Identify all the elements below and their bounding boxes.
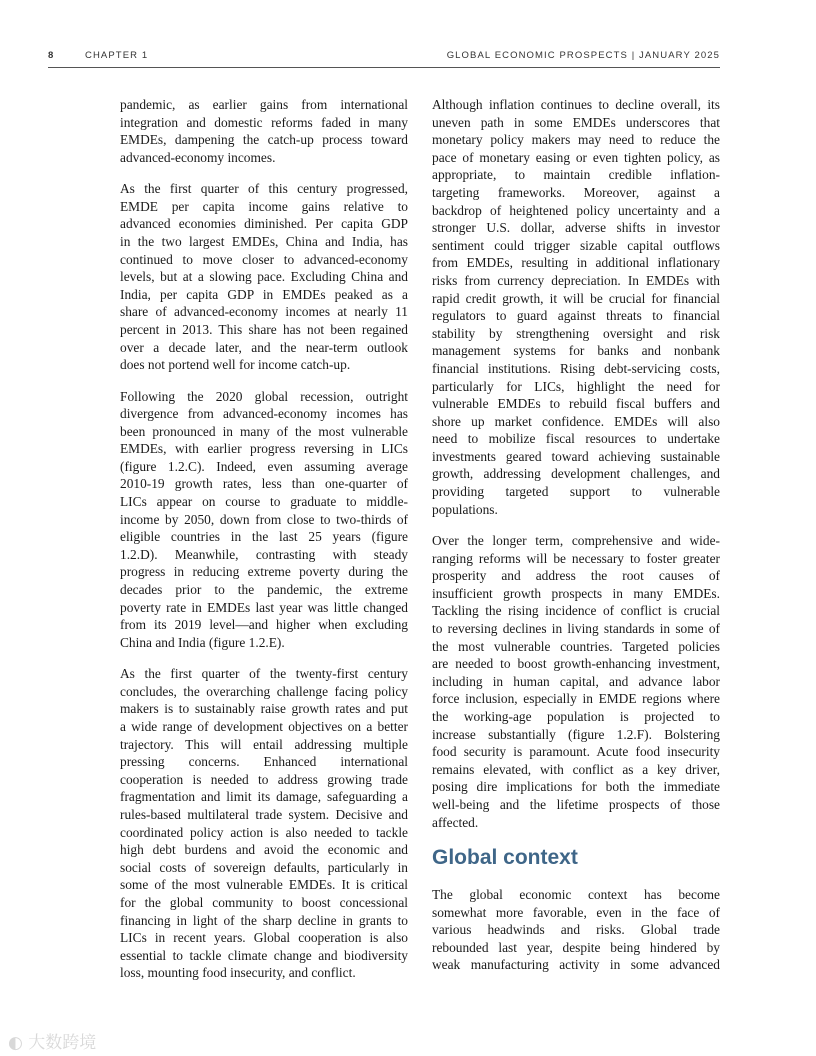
- paragraph: [432, 886, 720, 974]
- text-line: from EMDEs, resulting in additional inflationary: [432, 255, 720, 271]
- text-line: pandemic, as earlier gains from international: [120, 97, 408, 112]
- text-line: financial institutions. Rising debt-servicing costs,: [432, 360, 720, 376]
- watermark-logo: ◐ 大数跨境: [8, 1033, 97, 1053]
- text-line: shore up market confidence. EMDEs will also: [432, 413, 720, 429]
- text-line: populations.: [432, 501, 498, 517]
- text-line: As the first quarter of the twenty-first century: [120, 666, 408, 682]
- paragraph: [120, 96, 408, 166]
- text-line: some of the most vulnerable EMDEs. It is critical: [120, 877, 408, 893]
- text-line: Tackling the rising incidence of conflict is crucial: [432, 603, 720, 619]
- text-line: progress in reducing extreme poverty during the: [120, 564, 408, 580]
- text-line: the working-age population is projected to: [432, 708, 720, 724]
- text-line: 1.2.D). Meanwhile, contrasting with steady: [120, 546, 408, 562]
- page-number: 8: [48, 50, 54, 61]
- text-line: over a decade later, and the near-term outlook: [120, 339, 408, 355]
- text-line: divergence from advanced-economy incomes has: [120, 406, 408, 422]
- text-line: growth, addressing development challenges, and: [432, 466, 720, 482]
- text-line: income by 2050, down from close to two-thirds of: [120, 511, 408, 527]
- text-line: integration and domestic reforms faded in many: [120, 114, 408, 130]
- text-line: EMDE per capita income gains relative to: [120, 198, 408, 214]
- text-line: targeting frameworks. Moreover, against a: [432, 184, 720, 200]
- text-line: concludes, the overarching challenge facing policy: [120, 683, 408, 699]
- text-line: insufficient growth prospects in many EMDEs.: [432, 585, 720, 601]
- text-line: investments geared toward achieving sustainable: [432, 448, 720, 464]
- text-line: EMDEs, with earlier progress reversing in LICs: [120, 441, 408, 457]
- left-column: [120, 96, 408, 996]
- text-line: been pronounced in many of the most vulnerable: [120, 423, 408, 439]
- text-line: stronger U.S. dollar, adverse shifts in investor: [432, 220, 720, 236]
- text-line: well-being and the lifetime prospects of those: [432, 796, 720, 812]
- text-line: essential to tackle climate change and biodiversity: [120, 947, 408, 963]
- text-line: LICs appear on course to graduate to middle-: [120, 494, 408, 510]
- text-line: remains elevated, with conflict as a key driver,: [432, 761, 720, 777]
- text-line: a wide range of development objectives on a better: [120, 718, 408, 734]
- paragraph: [432, 96, 720, 518]
- paragraph: [120, 665, 408, 982]
- text-line: from its 2019 level—and higher when excluding: [120, 617, 408, 633]
- text-line: prosperity and address the root causes of: [432, 568, 720, 584]
- text-line: to reversing declines in living standards in some of: [432, 621, 720, 637]
- right-column: [432, 96, 720, 988]
- right-paragraphs: [432, 96, 720, 831]
- text-line: trajectory. This will entail addressing multiple: [120, 736, 408, 752]
- text-line: the most vulnerable countries. Targeted policies: [432, 638, 720, 654]
- paragraph: [432, 532, 720, 831]
- text-line: monetary policy makers may need to reduce the: [432, 132, 720, 148]
- text-line: does not portend well for income catch-up.: [120, 357, 351, 373]
- text-line: weak manufacturing activity in some advanced: [432, 957, 720, 973]
- text-line: regulators to guard against threats to financial: [432, 308, 720, 324]
- text-line: high debt burdens and avoid the economic and: [120, 842, 408, 858]
- text-line: social costs of sovereign defaults, particularly in: [120, 859, 408, 875]
- text-line: coordinated policy action is also needed to tackle: [120, 824, 408, 840]
- text-line: levels, but at a slowing pace. Excluding China and: [120, 269, 408, 285]
- text-line: poverty rate in EMDEs last year was little changed: [120, 599, 408, 615]
- text-line: particularly for LICs, highlight the need for: [432, 378, 720, 394]
- text-line: need to mobilize fiscal resources to undertake: [432, 431, 720, 447]
- text-line: providing targeted support to vulnerable: [432, 484, 720, 500]
- section-paragraph: [432, 886, 720, 974]
- text-line: stability by strengthening oversight and risk: [432, 325, 720, 341]
- text-line: The global economic context has become: [432, 886, 720, 902]
- text-line: posing dire implications for both the immediate: [432, 779, 720, 795]
- text-line: food security is paramount. Acute food insecurity: [432, 744, 720, 760]
- text-line: in the two largest EMDEs, China and India, has: [120, 233, 408, 249]
- text-line: Although inflation continues to decline overall, its: [432, 97, 720, 112]
- chapter-label: CHAPTER 1: [85, 50, 149, 61]
- text-line: uneven path in some EMDEs underscores that: [432, 114, 720, 130]
- text-line: somewhat more favorable, even in the face of: [432, 904, 720, 920]
- text-line: India, per capita GDP in EMDEs peaked as a: [120, 286, 408, 302]
- text-line: advanced-economy incomes.: [120, 149, 276, 165]
- text-line: sentiment could trigger sizable capital outflows: [432, 237, 720, 253]
- text-line: As the first quarter of this century progressed,: [120, 181, 408, 197]
- text-line: Following the 2020 global recession, outright: [120, 388, 408, 404]
- text-line: vulnerable EMDEs to rebuild fiscal buffers and: [432, 396, 720, 412]
- text-line: rules-based multilateral trade system. Decisive and: [120, 806, 408, 822]
- text-line: cooperation is needed to address growing trade: [120, 771, 408, 787]
- text-line: including in human capital, and advance labor: [432, 673, 720, 689]
- text-line: 2010-19 growth rates, less than one-quarter of: [120, 476, 408, 492]
- text-line: loss, mounting food insecurity, and conflict.: [120, 965, 356, 981]
- text-line: Over the longer term, comprehensive and wide-: [432, 533, 720, 549]
- text-line: for the global community to boost concessional: [120, 894, 408, 910]
- text-line: advanced economies diminished. Per capita GDP: [120, 216, 408, 232]
- text-line: continued to move closer to advanced-economy: [120, 251, 408, 267]
- text-line: rapid credit growth, it will be crucial for financial: [432, 290, 720, 306]
- text-line: eligible countries in the last 25 years (figure: [120, 529, 408, 545]
- text-line: percent in 2013. This share has not been regained: [120, 321, 408, 337]
- text-line: pressing concerns. Enhanced international: [120, 754, 408, 770]
- paragraph: [120, 388, 408, 652]
- text-line: management systems for banks and nonbank: [432, 343, 720, 359]
- text-line: affected.: [432, 814, 479, 830]
- text-line: pace of monetary easing or even tighten policy, as: [432, 149, 720, 165]
- text-line: (figure 1.2.C). Indeed, even assuming average: [120, 458, 408, 474]
- text-line: financing in light of the sharp decline in grants to: [120, 912, 408, 928]
- text-line: LICs in recent years. Global cooperation is also: [120, 930, 408, 946]
- text-line: are needed to boost growth-enhancing investment,: [432, 656, 720, 672]
- text-line: backdrop of heightened policy uncertainty and a: [432, 202, 720, 218]
- text-line: ranging reforms will be necessary to foster greater: [432, 550, 720, 566]
- text-line: China and India (figure 1.2.E).: [120, 634, 285, 650]
- text-line: risks from currency depreciation. In EMDEs with: [432, 272, 720, 288]
- text-line: EMDEs, dampening the catch-up process toward: [120, 132, 408, 148]
- section-heading: Global context: [432, 845, 578, 869]
- text-line: fragmentation and limit its damage, safeguarding a: [120, 789, 408, 805]
- paragraph: [120, 180, 408, 374]
- text-line: increase substantially (figure 1.2.F). Bolstering: [432, 726, 720, 742]
- text-line: appropriate, to maintain credible inflation-: [432, 167, 720, 183]
- text-line: force inclusion, especially in EMDE regions where: [432, 691, 720, 707]
- text-line: decades prior to the pandemic, the extreme: [120, 582, 408, 598]
- text-line: various headwinds and risks. Global trade: [432, 922, 720, 938]
- header-rule: [48, 67, 720, 68]
- text-line: rebounded last year, despite being hindered by: [432, 939, 720, 955]
- publication-title: GLOBAL ECONOMIC PROSPECTS | JANUARY 2025: [446, 50, 720, 61]
- text-line: makers is to sustainably raise growth rates and put: [120, 701, 408, 717]
- text-line: share of advanced-economy incomes at nearly 11: [120, 304, 408, 320]
